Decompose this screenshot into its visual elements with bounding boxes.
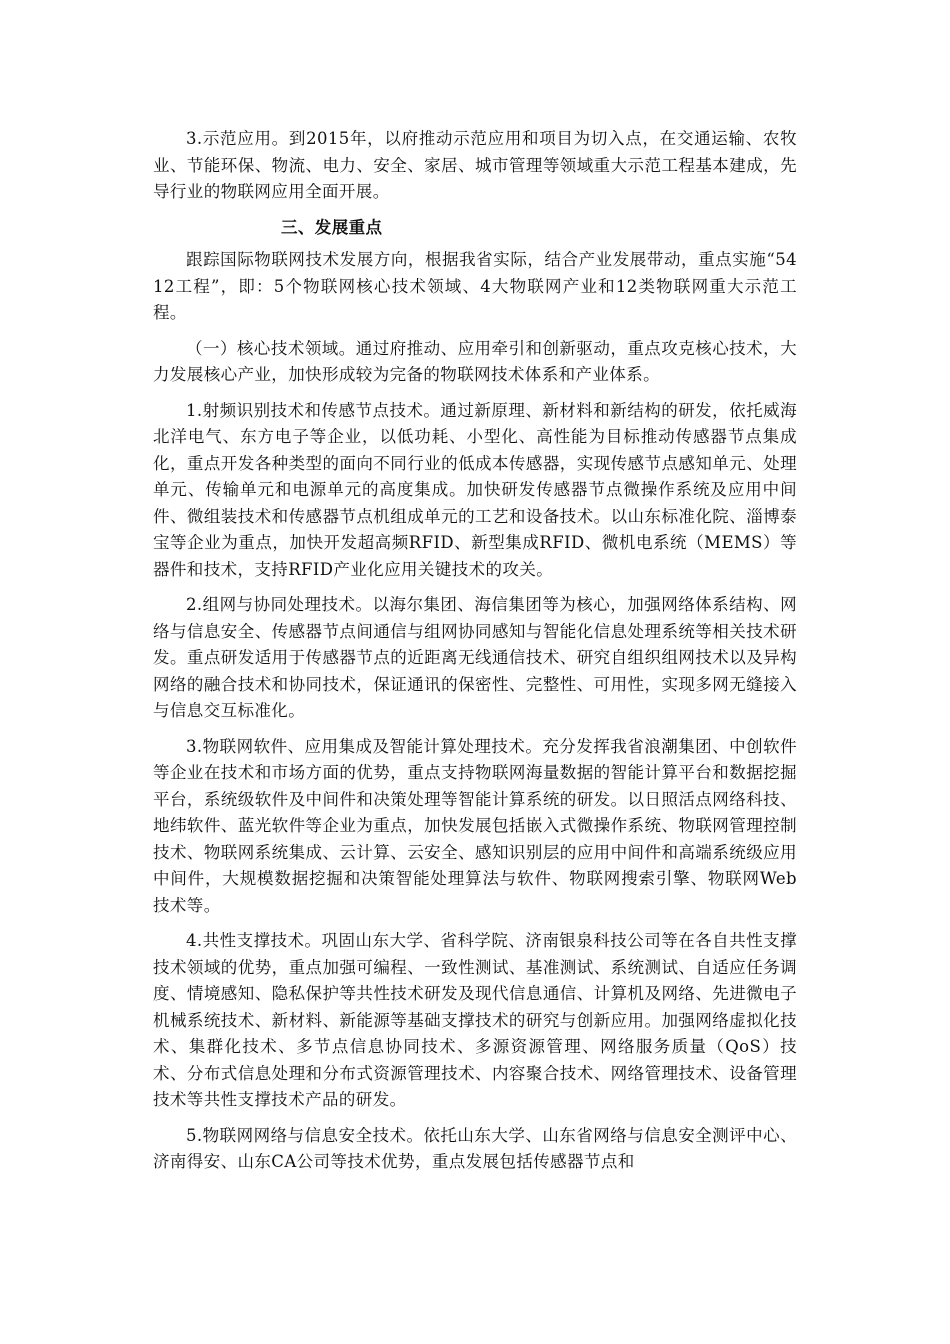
paragraph-rfid-sensor-tech: 1.射频识别技术和传感节点技术。通过新原理、新材料和新结构的研发，依托威海北洋电气、东方电子等企业，以低功耗、小型化、高性能为目标推动传感器节点集成化，重点开发各种类型的面向不同行业的低成本传感器，实现传感节点感知单元、处理单元、传输单元和电源单元的高度集成。加快研发传感器节点微操作系统及应用中间件、微组装技术和传感器节点机组成单元的工艺和设备技术。以山东标准化院、淄博泰宝等企业为重点，加快开发超高频RFID、新型集成RFID、微机电系统（MEMS）等器件和技术，支持RFID产业化应用关键技术的攻关。 <box>153 400 797 579</box>
paragraph-common-support-tech: 4.共性支撑技术。巩固山东大学、省科学院、济南银泉科技公司等在各自共性支撑技术领域的优势，重点加强可编程、一致性测试、基准测试、系统测试、自适应任务调度、情境感知、隐私保护等共性技术研发及现代信息通信、计算机及网络、先进微电子机械系统技术、新材料、新能源等基础支撑技术的研究与创新应用。加强网络虚拟化技术、集群化技术、多节点信息协同技术、多源资源管理、网络服务质量（QoS）技术、分布式信息处理和分布式资源管理技术、内容聚合技术、网络管理技术、设备管理技术等共性支撑技术产品的研发。 <box>153 931 797 1109</box>
paragraph-networking-tech: 2.组网与协同处理技术。以海尔集团、海信集团等为核心，加强网络体系结构、网络与信息安全、传感器节点间通信与组网协同感知与智能化信息处理系统等相关技术研发。重点研发适用于传感器节点的近距离无线通信技术、研究自组织组网技术以及异构网络的融合技术和协同技术，保证通讯的保密性、完整性、可用性，实现多网无缝接入与信息交互标准化。 <box>153 595 797 720</box>
paragraph-5412-project: 跟踪国际物联网技术发展方向，根据我省实际，结合产业发展带动，重点实施“5412工程”，即：5个物联网核心技术领域、4大物联网产业和12类物联网重大示范工程。 <box>153 250 797 322</box>
paragraph-demo-application: 3.示范应用。到2015年，以府推动示范应用和项目为切入点，在交通运输、农牧业、节能环保、物流、电力、安全、家居、城市管理等领域重大示范工程基本建成，先导行业的物联网应用全面开展。 <box>153 129 797 201</box>
paragraph-network-security-tech: 5.物联网网络与信息安全技术。依托山东大学、山东省网络与信息安全测评中心、济南得安、山东CA公司等技术优势，重点发展包括传感器节点和 <box>153 1125 797 1171</box>
paragraph-core-tech-fields: （一）核心技术领域。通过府推动、应用牵引和创新驱动，重点攻克核心技术，大力发展核心产业，加快形成较为完备的物联网技术体系和产业体系。 <box>153 338 797 384</box>
section-heading-development-focus: 三、发展重点 <box>281 217 383 237</box>
document-body <box>153 126 797 1185</box>
paragraph-software-computing-tech: 3.物联网软件、应用集成及智能计算处理技术。充分发挥我省浪潮集团、中创软件等企业在技术和市场方面的优势，重点支持物联网海量数据的智能计算平台和数据挖掘平台，系统级软件及中间件和决策处理等智能计算系统的研发。以日照活点网络科技、地纬软件、蓝光软件等企业为重点，加快发展包括嵌入式微操作系统、物联网管理控制技术、物联网系统集成、云计算、云安全、感知识别层的应用中间件和高端系统级应用中间件，大规模数据挖掘和决策智能处理算法与软件、物联网搜索引擎、物联网Web技术等。 <box>153 736 797 915</box>
